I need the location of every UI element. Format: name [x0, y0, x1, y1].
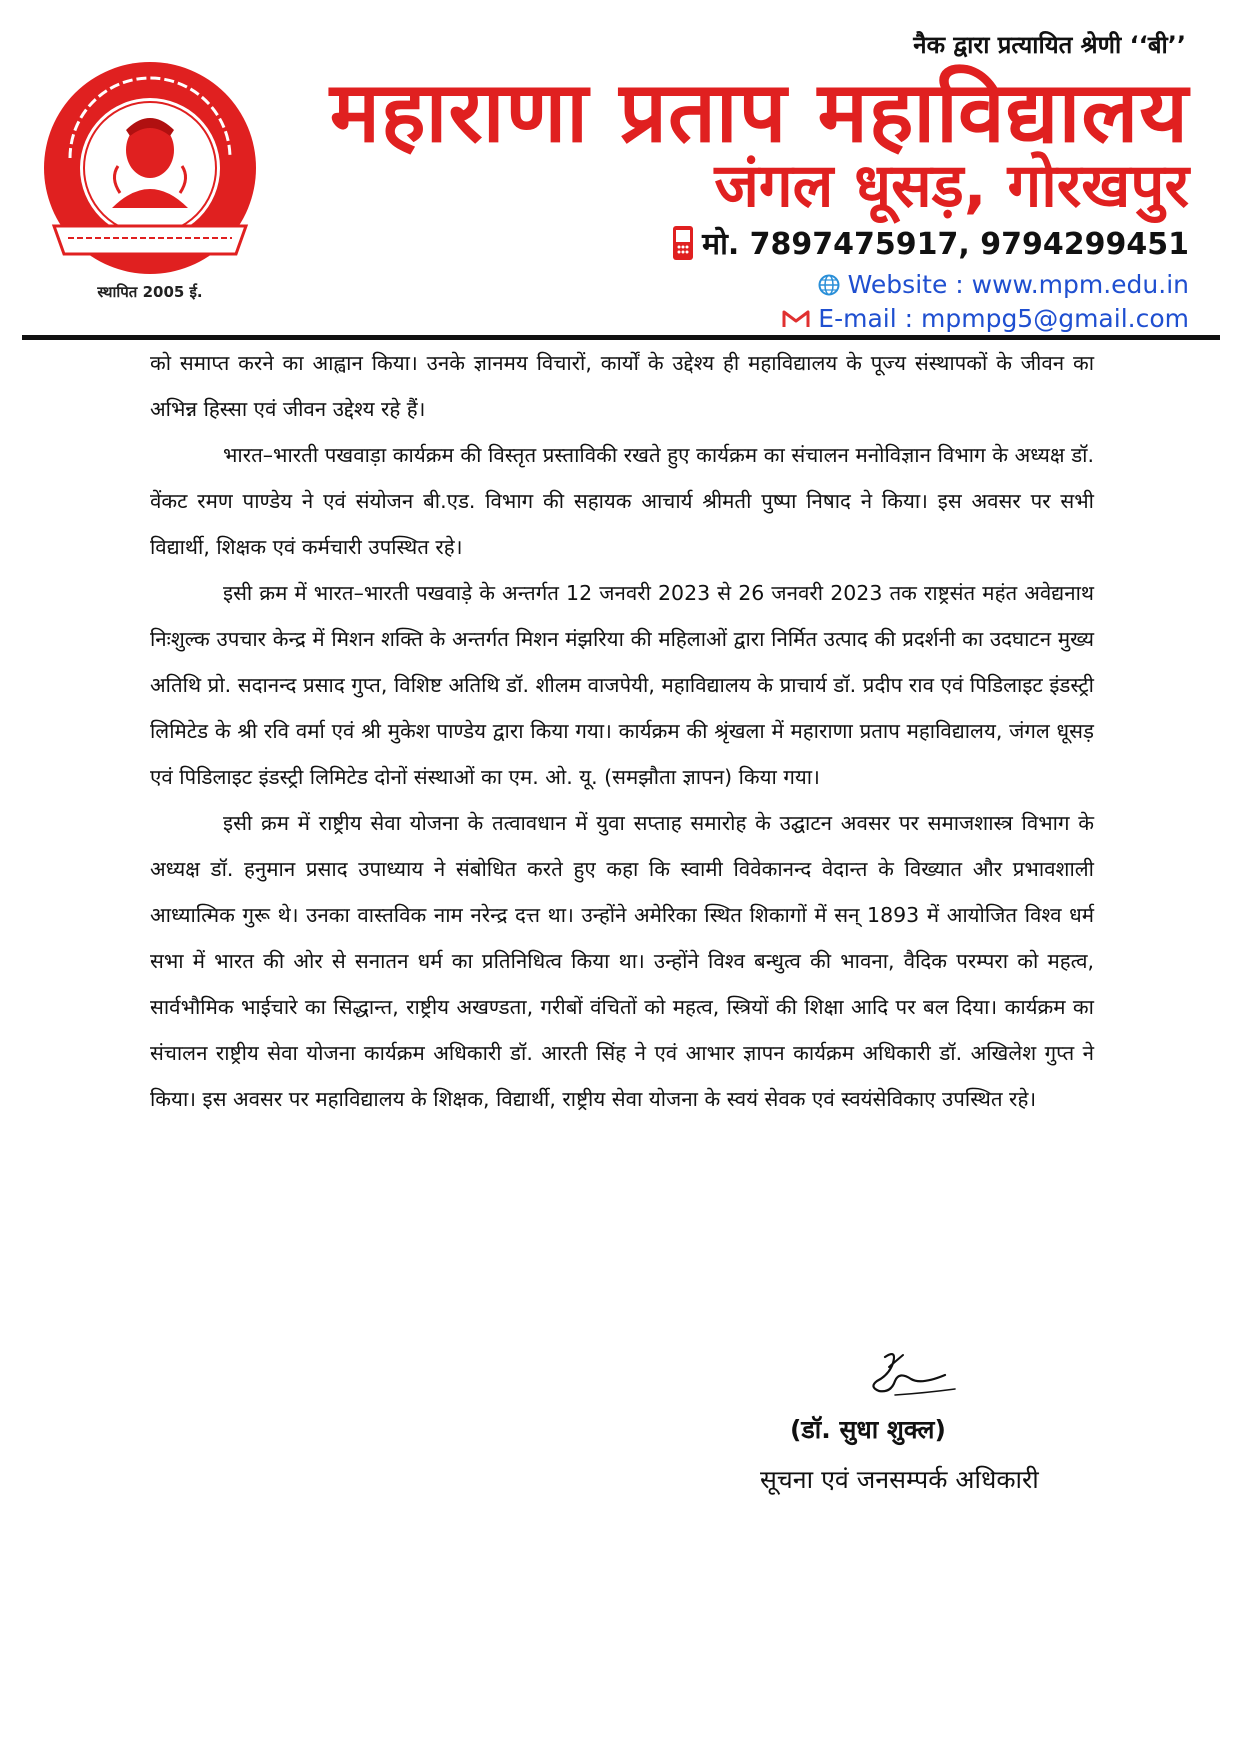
- letter-body: [150, 340, 1094, 1122]
- signer-name: (डॉ. सुधा शुक्ल): [790, 1415, 946, 1444]
- college-name: महाराणा प्रताप महाविद्यालय: [329, 63, 1189, 161]
- paragraph: इसी क्रम में भारत–भारती पखवाड़े के अन्तर्गत 12 जनवरी 2023 से 26 जनवरी 2023 तक राष्ट्रसंत महंत अवेद्यनाथ निःशुल्क उपचार केन्द्र में मिशन शक्ति के अन्तर्गत मिशन मंझरिया की महिलाओं द्वारा निर्मित उत्पाद की प्रदर्शनी का उदघाटन मुख्य अतिथि प्रो. सदानन्द प्रसाद गुप्त, विशिष्ट अतिथि डॉ. शीलम वाजपेयी, महाविद्यालय के प्राचार्य डॉ. प्रदीप राव एवं पिडिलाइट इंडस्ट्री लिमिटेड के श्री रवि वर्मा एवं श्री मुकेश पाण्डेय द्वारा किया गया। कार्यक्रम की श्रृंखला में महाराणा प्रताप महाविद्यालय, जंगल धूसड़ एवं पिडिलाइट इंडस्ट्री लिमिटेड दोनों संस्थाओं का एम. ओ. यू. (समझौता ज्ञापन) किया गया।: [150, 581, 1094, 789]
- college-place: जंगल धूसड़, गोरखपुर: [714, 151, 1189, 221]
- email-link[interactable]: E-mail : mpmpg5@gmail.com: [818, 304, 1189, 333]
- globe-icon: [818, 274, 840, 296]
- paragraph: इसी क्रम में राष्ट्रीय सेवा योजना के तत्वावधान में युवा सप्ताह समारोह के उद्घाटन अवसर पर समाजशास्त्र विभाग के अध्यक्ष डॉ. हनुमान प्रसाद उपाध्याय ने संबोधित करते हुए कहा कि स्वामी विवेकानन्द वेदान्त के विख्यात और प्रभावशाली आध्यात्मिक गुरू थे। उनका वास्तविक नाम नरेन्द्र दत्त था। उन्होंने अमेरिका स्थित शिकागों में सन् 1893 में आयोजित विश्व धर्म सभा में भारत की ओर से सनातन धर्म का प्रतिनिधित्व किया था। उन्होंने विश्व बन्धुत्व की भावना, वैदिक परम्परा को महत्व, सार्वभौमिक भाईचारे का सिद्धान्त, राष्ट्रीय अखण्डता, गरीबों वंचितों को महत्व, स्त्रियों की शिक्षा आदि पर बल दिया। कार्यक्रम का संचालन राष्ट्रीय सेवा योजना कार्यक्रम अधिकारी डॉ. आरती सिंह ने एवं आभार ज्ञापन कार्यक्रम अधिकारी डॉ. अखिलेश गुप्त ने किया। इस अवसर पर महाविद्यालय के शिक्षक, विद्यार्थी, राष्ट्रीय सेवा योजना के स्वयं सेवक एवं स्वयंसेविकाए उपस्थित रहे।: [150, 811, 1094, 1111]
- handwritten-signature: [855, 1345, 975, 1415]
- college-logo: [40, 58, 260, 278]
- email-row[interactable]: [782, 304, 1189, 333]
- phone-row: [672, 222, 1189, 263]
- letterhead: [0, 0, 1241, 340]
- phone-numbers: मो. 7897475917, 9794299451: [702, 227, 1189, 262]
- paragraph: भारत–भारती पखवाड़ा कार्यक्रम की विस्तृत प्रस्ताविकी रखते हुए कार्यक्रम का संचालन मनोविज्ञान विभाग के अध्यक्ष डॉ. वेंकट रमण पाण्डेय ने एवं संयोजन बी.एड. विभाग की सहायक आचार्य श्रीमती पुष्पा निषाद ने किया। इस अवसर पर सभी विद्यार्थी, शिक्षक एवं कर्मचारी उपस्थित रहे।: [150, 443, 1094, 559]
- naac-grade: नैक द्वारा प्रत्यायित श्रेणी ‘‘बी’’: [913, 31, 1186, 59]
- website-link[interactable]: Website : www.mpm.edu.in: [847, 270, 1189, 299]
- mail-icon: [782, 309, 810, 329]
- mobile-phone-icon: [672, 225, 694, 261]
- established-year: स्थापित 2005 ई.: [97, 283, 203, 301]
- signer-title: सूचना एवं जनसम्पर्क अधिकारी: [760, 1465, 1039, 1494]
- website-row[interactable]: [818, 270, 1189, 299]
- paragraph: को समाप्त करने का आह्वान किया। उनके ज्ञानमय विचारों, कार्यों के उद्देश्य ही महाविद्यालय के पूज्य संस्थापकों के जीवन का अभिन्न हिस्सा एवं जीवन उद्देश्य रहे हैं।: [150, 351, 1094, 421]
